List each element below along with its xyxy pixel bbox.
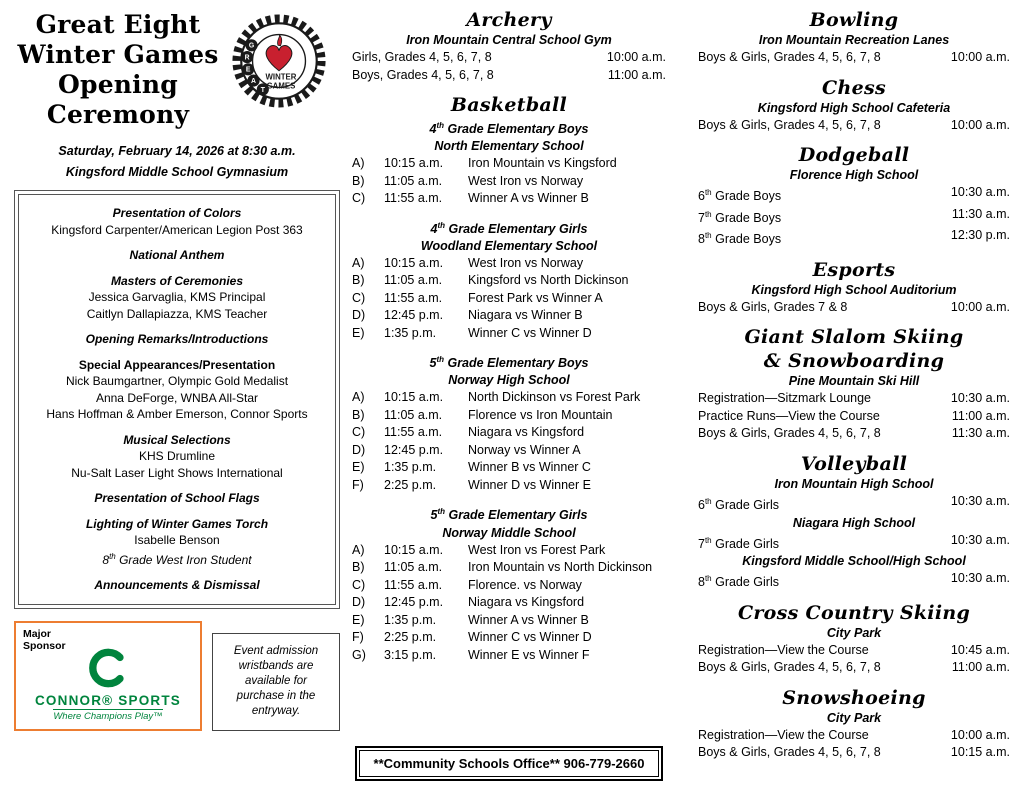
- schedule-row: [698, 425, 1010, 443]
- game-match: Winner A vs Winner B: [468, 612, 589, 627]
- schedule-label: Boys & Girls, Grades 4, 5, 6, 7, 8: [698, 117, 881, 132]
- event-subtitle: 4th Grade Elementary Girls: [430, 220, 588, 236]
- schedule-label: Boys & Girls, Grades 4, 5, 6, 7, 8: [698, 426, 881, 441]
- program-spacer: [25, 507, 329, 516]
- event-subtitle: 5th Grade Elementary Girls: [430, 507, 588, 523]
- schedule-time: 10:00 a.m.: [950, 299, 1010, 314]
- schedule-row: [352, 49, 666, 67]
- game-row: [352, 647, 666, 665]
- program-line: Anna DeForge, WNBA All-Star: [95, 390, 259, 405]
- event-title: Volleyball: [800, 452, 908, 475]
- program-spacer: [25, 238, 329, 247]
- winter-games-logo-icon: [230, 12, 328, 110]
- schedule-row: [698, 117, 1010, 135]
- game-time: 10:15 a.m.: [384, 542, 444, 557]
- program-spacer: [25, 481, 329, 490]
- title-line-2: Winter Games: [17, 40, 219, 69]
- game-match: West Iron vs Norway: [468, 255, 584, 270]
- program-heading: National Anthem: [129, 248, 225, 262]
- event-venue: Kingsford High School Cafeteria: [757, 100, 951, 115]
- section-spacer: [352, 208, 666, 217]
- schedule-time: 10:30 a.m.: [950, 532, 1010, 547]
- schedule-label: 6th Grade Girls: [698, 496, 780, 513]
- schedule-label: Registration—View the Course: [698, 727, 869, 742]
- schedule-time: 10:30 a.m.: [950, 185, 1010, 199]
- event-section-giant-slalom-skiing-snowboarding: [698, 325, 1010, 443]
- schedule-row: [698, 390, 1010, 408]
- game-time: 11:55 a.m.: [384, 577, 443, 592]
- title-line-4: Ceremony: [46, 100, 190, 129]
- game-row: [352, 612, 666, 630]
- game-match: West Iron vs Forest Park: [468, 542, 606, 557]
- game-match: Winner C vs Winner D: [468, 630, 592, 645]
- game-match: Winner B vs Winner C: [468, 460, 591, 475]
- program-spacer: [25, 348, 329, 357]
- svg-text:G: G: [248, 42, 255, 50]
- middle-panel: [352, 8, 666, 781]
- event-venue: Iron Mountain Recreation Lanes: [758, 33, 950, 47]
- schedule-label: Girls, Grades 4, 5, 6, 7, 8: [352, 50, 492, 64]
- event-section-dodgeball: [698, 143, 1010, 249]
- game-time: 10:15 a.m.: [384, 255, 444, 270]
- svg-text:GAMES: GAMES: [266, 81, 296, 91]
- schedule-time: 11:00 a.m.: [951, 660, 1010, 675]
- sponsor-tagline: Where Champions Play™: [53, 710, 163, 722]
- schedule-label: Boys & Girls, Grades 4, 5, 6, 7, 8: [698, 745, 881, 760]
- game-letter: A): [352, 542, 365, 557]
- program-line: Nick Baumgartner, Olympic Gold Medalist: [65, 374, 289, 388]
- schedule-time: 10:00 a.m.: [950, 50, 1010, 64]
- schedule-row: [698, 408, 1010, 426]
- game-row: [352, 307, 666, 325]
- program-heading: Opening Remarks/Introductions: [85, 332, 269, 346]
- event-subtitle: North Elementary School: [434, 139, 584, 154]
- schedule-row: [698, 570, 1010, 592]
- program-spacer: [25, 322, 329, 331]
- program-spacer: [25, 568, 329, 577]
- program-line: Kingsford Carpenter/American Legion Post 363: [51, 222, 303, 237]
- event-venue: Pine Mountain Ski Hill: [788, 374, 920, 389]
- program-heading: Musical Selections: [123, 432, 231, 447]
- schedule-label: Registration—View the Course: [698, 642, 869, 657]
- event-title: Archery: [466, 9, 552, 31]
- game-row: [352, 629, 666, 647]
- schedule-time: 10:00 a.m.: [950, 117, 1010, 132]
- event-section-basketball: [352, 93, 666, 664]
- event-section-chess: [698, 76, 1010, 135]
- event-subtitle: Woodland Elementary School: [420, 238, 598, 253]
- middle-sections: [352, 8, 666, 673]
- community-office-text: **Community Schools Office** 906-779-2660: [359, 750, 659, 777]
- schedule-time: 11:30 a.m.: [951, 206, 1010, 221]
- sponsor-name: CONNOR® SPORTS: [34, 692, 181, 708]
- game-letter: F): [352, 477, 364, 492]
- title-row: [14, 10, 340, 130]
- right-sections: [698, 8, 1010, 762]
- program-bold: Special Appearances/Presentation: [78, 357, 276, 372]
- game-letter: A): [352, 390, 365, 405]
- game-letter: D): [352, 595, 366, 610]
- game-match: Niagara vs Winner B: [468, 308, 583, 323]
- schedule-row: [698, 744, 1010, 762]
- game-match: Niagara vs Kingsford: [468, 595, 585, 610]
- game-row: [352, 325, 666, 343]
- game-row: [352, 477, 666, 495]
- game-row: [352, 155, 666, 173]
- event-venue: Kingsford Middle School Gymnasium: [65, 165, 289, 179]
- bottom-row: [14, 621, 340, 731]
- schedule-time: 10:15 a.m.: [950, 745, 1010, 760]
- svg-text:R: R: [244, 54, 250, 62]
- game-match: Kingsford vs North Dickinson: [468, 273, 629, 288]
- program-spacer: [25, 264, 329, 273]
- event-title: Dodgeball: [798, 144, 910, 166]
- game-letter: B): [352, 273, 365, 288]
- game-row: [352, 389, 666, 407]
- schedule-row: [352, 67, 666, 85]
- title-line-1: Great Eight: [35, 10, 201, 39]
- event-title: Esports: [812, 258, 896, 281]
- game-row: [352, 255, 666, 273]
- game-match: Iron Mountain vs Kingsford: [468, 156, 617, 171]
- game-row: [352, 173, 666, 191]
- game-time: 11:55 a.m.: [384, 191, 443, 206]
- game-match: Winner C vs Winner D: [468, 325, 592, 340]
- game-letter: C): [352, 290, 366, 305]
- event-venue: Kingsford High School Auditorium: [751, 282, 957, 297]
- svg-text:T: T: [260, 86, 265, 94]
- sponsor-label: Major Sponsor: [23, 627, 66, 652]
- game-time: 1:35 p.m.: [384, 612, 437, 627]
- game-time: 2:25 p.m.: [384, 630, 437, 645]
- game-row: [352, 424, 666, 442]
- game-time: 11:05 a.m.: [384, 173, 443, 188]
- svg-text:E: E: [245, 66, 251, 74]
- game-time: 11:05 a.m.: [384, 407, 443, 422]
- game-row: [352, 290, 666, 308]
- schedule-time: 10:30 a.m.: [950, 493, 1010, 508]
- schedule-label: 8th Grade Girls: [698, 574, 780, 590]
- admission-note: [212, 633, 340, 731]
- game-time: 2:25 p.m.: [384, 477, 437, 492]
- schedule-time: 12:30 p.m.: [950, 228, 1010, 243]
- game-time: 12:45 p.m.: [384, 442, 444, 457]
- schedule-row: [698, 642, 1010, 660]
- event-section-snowshoeing: [698, 686, 1010, 762]
- game-match: Winner D vs Winner E: [468, 477, 591, 492]
- schedule-row: [698, 532, 1010, 554]
- event-title: Bowling: [809, 9, 899, 31]
- game-match: Florence. vs Norway: [468, 577, 582, 592]
- schedule-label: Boys, Grades 4, 5, 6, 7, 8: [352, 67, 494, 82]
- admission-note-text: Event admission wristbands are available for purchase in the entryway.: [233, 645, 319, 717]
- program-heading: Presentation of School Flags: [94, 491, 260, 505]
- event-venue: Kingsford Middle School/High School: [742, 554, 966, 569]
- schedule-row: [698, 49, 1010, 67]
- page-title: [14, 10, 222, 130]
- game-row: [352, 190, 666, 208]
- game-letter: E): [352, 612, 365, 627]
- game-row: [352, 442, 666, 460]
- game-match: North Dickinson vs Forest Park: [468, 390, 641, 405]
- program-line: Jessica Garvaglia, KMS Principal: [88, 290, 266, 304]
- game-match: Niagara vs Kingsford: [468, 425, 585, 440]
- game-letter: B): [352, 560, 365, 575]
- game-letter: A): [352, 255, 365, 270]
- right-panel: [698, 8, 1010, 771]
- schedule-row: [698, 206, 1010, 228]
- schedule-time: 11:00 a.m.: [951, 408, 1010, 423]
- connor-sports-c-icon: [85, 645, 131, 691]
- schedule-label: Boys & Girls, Grades 4, 5, 6, 7, 8: [698, 660, 881, 675]
- game-letter: A): [352, 156, 365, 171]
- event-subtitle: 5th Grade Elementary Boys: [429, 355, 589, 371]
- game-row: [352, 559, 666, 577]
- program-heading: Masters of Ceremonies: [110, 273, 244, 288]
- game-letter: C): [352, 577, 366, 592]
- game-letter: D): [352, 308, 366, 323]
- schedule-label: 7th Grade Boys: [698, 209, 782, 225]
- event-date: Saturday, February 14, 2026 at 8:30 a.m.: [58, 144, 296, 158]
- game-row: [352, 577, 666, 595]
- game-time: 11:05 a.m.: [384, 273, 443, 288]
- event-section-volleyball: [698, 452, 1010, 592]
- schedule-label: 6th Grade Boys: [698, 188, 782, 204]
- sponsor-box: [14, 621, 202, 731]
- program-heading: Lighting of Winter Games Torch: [85, 516, 269, 531]
- game-letter: D): [352, 442, 366, 457]
- game-time: 11:05 a.m.: [384, 560, 443, 575]
- schedule-row: [698, 493, 1010, 515]
- game-match: West Iron vs Norway: [468, 173, 584, 188]
- program-line: KHS Drumline: [138, 449, 216, 463]
- program-heading: Announcements & Dismissal: [94, 578, 260, 592]
- schedule-time: 10:00 a.m.: [606, 50, 666, 64]
- event-venue: Iron Mountain High School: [774, 476, 934, 491]
- event-subtitle: 4th Grade Elementary Boys: [429, 121, 589, 137]
- game-time: 12:45 p.m.: [384, 308, 444, 323]
- game-match: Norway vs Winner A: [468, 442, 581, 457]
- game-time: 1:35 p.m.: [384, 325, 437, 340]
- svg-text:A: A: [251, 77, 257, 85]
- game-row: [352, 542, 666, 560]
- event-section-esports: [698, 258, 1010, 317]
- event-title: Cross Country Skiing: [737, 601, 971, 624]
- game-row: [352, 272, 666, 290]
- game-time: 11:55 a.m.: [384, 290, 443, 305]
- schedule-row: [698, 727, 1010, 745]
- game-letter: B): [352, 407, 365, 422]
- schedule-label: Practice Runs—View the Course: [698, 408, 880, 423]
- program-list: [18, 194, 336, 605]
- section-spacer: [352, 494, 666, 503]
- schedule-time: 10:45 a.m.: [950, 642, 1010, 657]
- event-section-archery: [352, 8, 666, 84]
- event-title: Giant Slalom Skiing & Snowboarding: [744, 326, 964, 373]
- program-line: Caitlyn Dallapiazza, KMS Teacher: [86, 306, 268, 321]
- game-letter: E): [352, 460, 365, 475]
- game-time: 3:15 p.m.: [384, 647, 437, 662]
- schedule-label: Boys & Girls, Grades 4, 5, 6, 7, 8: [698, 50, 881, 64]
- game-row: [352, 594, 666, 612]
- game-match: Forest Park vs Winner A: [468, 290, 603, 305]
- game-time: 10:15 a.m.: [384, 390, 444, 405]
- event-section-bowling: [698, 8, 1010, 67]
- title-line-3: Opening: [58, 70, 178, 99]
- program-heading: Presentation of Colors: [112, 206, 242, 220]
- event-venue: City Park: [826, 625, 882, 640]
- game-time: 12:45 p.m.: [384, 595, 444, 610]
- left-panel: [14, 10, 340, 731]
- game-letter: B): [352, 173, 365, 188]
- schedule-time: 10:00 a.m.: [950, 727, 1010, 742]
- game-row: [352, 459, 666, 477]
- game-letter: C): [352, 191, 366, 206]
- game-match: Winner A vs Winner B: [468, 191, 589, 206]
- schedule-time: 11:00 a.m.: [607, 67, 666, 82]
- event-title: Chess: [822, 76, 886, 99]
- event-title: Snowshoeing: [782, 686, 926, 709]
- event-venue: Florence High School: [789, 168, 919, 182]
- event-title: Basketball: [450, 94, 568, 116]
- program-line: Nu-Salt Laser Light Shows International: [71, 465, 283, 480]
- schedule-row: [698, 184, 1010, 206]
- game-time: 10:15 a.m.: [384, 156, 444, 171]
- schedule-label: Registration—Sitzmark Lounge: [698, 391, 871, 406]
- schedule-time: 10:30 a.m.: [950, 391, 1010, 406]
- game-match: Winner E vs Winner F: [468, 647, 590, 662]
- schedule-label: Boys & Girls, Grades 7 & 8: [698, 299, 848, 314]
- game-letter: C): [352, 425, 366, 440]
- game-match: Iron Mountain vs North Dickinson: [468, 560, 653, 575]
- schedule-time: 10:30 a.m.: [950, 571, 1010, 586]
- game-letter: G): [352, 647, 366, 662]
- program-italic: 8th Grade West Iron Student: [102, 551, 252, 567]
- schedule-row: [698, 227, 1010, 249]
- program-spacer: [25, 423, 329, 432]
- schedule-row: [698, 659, 1010, 677]
- event-venue: Niagara High School: [792, 515, 916, 530]
- schedule-row: [698, 299, 1010, 317]
- community-office-box: [355, 746, 663, 781]
- schedule-time: 11:30 a.m.: [951, 426, 1010, 441]
- game-row: [352, 407, 666, 425]
- game-time: 1:35 p.m.: [384, 460, 437, 475]
- game-letter: F): [352, 630, 364, 645]
- event-subtitle: Norway Middle School: [442, 525, 576, 540]
- game-letter: E): [352, 325, 365, 340]
- schedule-label: 7th Grade Girls: [698, 535, 780, 551]
- svg-text:WINTER: WINTER: [265, 72, 297, 82]
- event-venue: City Park: [826, 710, 882, 725]
- event-subtitle: Norway High School: [448, 373, 570, 388]
- event-venue: Iron Mountain Central School Gym: [406, 33, 612, 47]
- schedule-label: 8th Grade Boys: [698, 231, 782, 247]
- program-line: Isabelle Benson: [134, 533, 220, 547]
- game-time: 11:55 a.m.: [384, 425, 443, 440]
- program-line: Hans Hoffman & Amber Emerson, Connor Sports: [46, 407, 308, 421]
- game-match: Florence vs Iron Mountain: [468, 407, 613, 422]
- program-box: [14, 190, 340, 609]
- section-spacer: [352, 342, 666, 351]
- event-section-cross-country-skiing: [698, 601, 1010, 677]
